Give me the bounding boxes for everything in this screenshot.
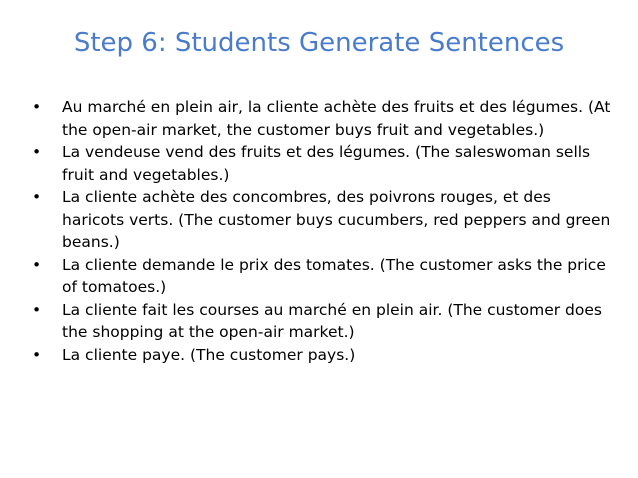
bullet-text: Au marché en plein air, la cliente achète des fruits et des légumes. (At the open-air market, the customer buys fruit and vegetables.)	[62, 98, 611, 139]
bullet-dot: •	[32, 300, 42, 319]
bullet-item	[32, 141, 612, 186]
bullet-dot: •	[32, 98, 42, 116]
bullet-dot: •	[32, 345, 42, 364]
bullet-text: La cliente achète des concombres, des poivrons rouges, et des haricots verts. (The customer buys cucumbers, red peppers and green beans.)	[62, 188, 611, 251]
bullet-text: La cliente demande le prix des tomates. (The customer asks the price of tomatoes.)	[62, 255, 606, 296]
slide-title: Step 6: Students Generate Sentences	[73, 28, 565, 58]
bullet-text: La vendeuse vend des fruits et des légumes. (The saleswoman sells fruit and vegetables.)	[62, 143, 591, 184]
bullet-item	[32, 344, 612, 367]
bullet-list	[32, 96, 612, 366]
bullet-item	[32, 299, 612, 344]
bullet-text: La cliente fait les courses au marché en plein air. (The customer does the shopping at the open-air market.)	[62, 300, 602, 341]
bullet-dot: •	[32, 255, 42, 274]
bullet-dot: •	[32, 143, 42, 161]
bullet-text: La cliente paye. (The customer pays.)	[62, 345, 356, 364]
bullet-item	[32, 96, 612, 141]
bullet-item	[32, 254, 612, 299]
bullet-item	[32, 186, 612, 254]
bullet-dot: •	[32, 188, 42, 206]
